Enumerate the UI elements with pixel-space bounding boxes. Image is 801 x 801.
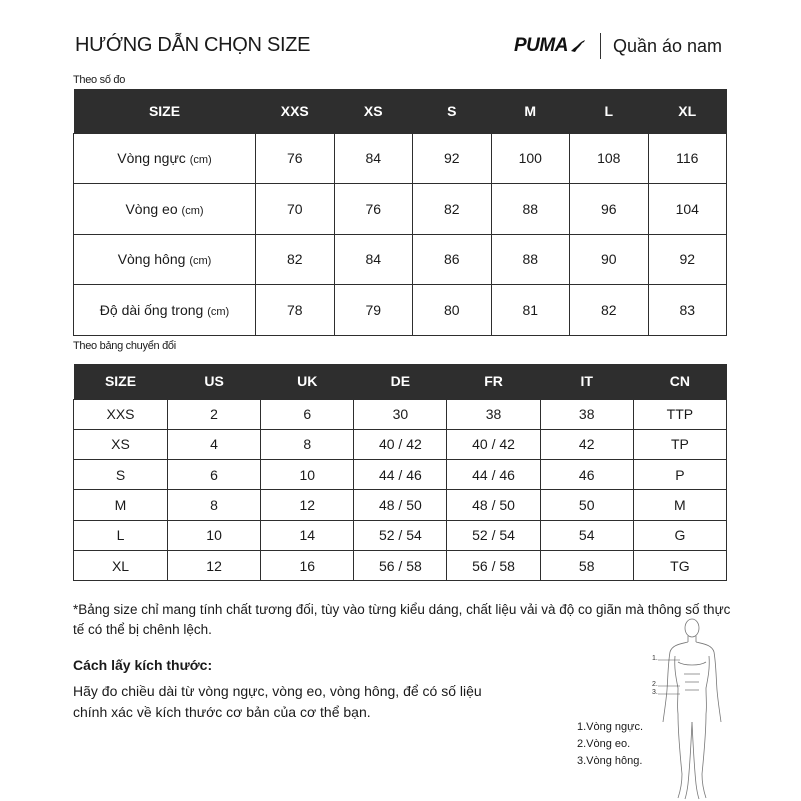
table-cell: 12 xyxy=(261,490,354,520)
table-cell: 38 xyxy=(447,399,540,429)
table-cell: 10 xyxy=(168,520,261,550)
table-cell: M xyxy=(74,490,168,520)
table-row xyxy=(74,184,727,235)
table-cell: XS xyxy=(74,429,168,459)
brand-divider xyxy=(600,33,601,59)
measurement-header-row xyxy=(74,89,727,133)
chest-marker: 1. xyxy=(652,655,658,662)
table-cell: M xyxy=(633,490,726,520)
column-header: SIZE xyxy=(74,364,168,399)
table-cell: 100 xyxy=(491,133,570,184)
conversion-header-row xyxy=(74,364,727,399)
table-row xyxy=(74,490,727,520)
puma-cat-icon xyxy=(570,39,586,53)
table-cell: 8 xyxy=(261,429,354,459)
table-cell: 10 xyxy=(261,460,354,490)
table-cell: 48 / 50 xyxy=(447,490,540,520)
table-cell: 54 xyxy=(540,520,633,550)
table-cell: 108 xyxy=(570,133,649,184)
table-cell: 52 / 54 xyxy=(447,520,540,550)
table-cell: XXS xyxy=(74,399,168,429)
row-label: Vòng ngực (cm) xyxy=(74,133,256,184)
waist-marker: 2. xyxy=(652,681,658,688)
table-cell: 40 / 42 xyxy=(447,429,540,459)
table-cell: 30 xyxy=(354,399,447,429)
table-row xyxy=(74,234,727,285)
table-cell: 78 xyxy=(256,285,335,336)
table-cell: 80 xyxy=(413,285,492,336)
table-cell: 116 xyxy=(648,133,727,184)
table-cell: S xyxy=(74,460,168,490)
puma-logo xyxy=(514,35,586,57)
table-cell: 14 xyxy=(261,520,354,550)
body-outline-icon xyxy=(640,614,750,800)
legend-item: 3.Vòng hông. xyxy=(577,755,643,767)
measurement-section-label: Theo số đo xyxy=(73,74,126,86)
table-cell: TTP xyxy=(633,399,726,429)
howto-title: Cách lấy kích thước: xyxy=(73,657,213,673)
table-cell: 12 xyxy=(168,550,261,580)
column-header: FR xyxy=(447,364,540,399)
table-cell: 92 xyxy=(413,133,492,184)
table-cell: 6 xyxy=(261,399,354,429)
table-row xyxy=(74,460,727,490)
figure-legend xyxy=(577,719,643,770)
table-cell: G xyxy=(633,520,726,550)
table-cell: 88 xyxy=(491,234,570,285)
table-cell: 82 xyxy=(256,234,335,285)
row-label: Độ dài ống trong (cm) xyxy=(74,285,256,336)
column-header: CN xyxy=(633,364,726,399)
table-cell: 82 xyxy=(570,285,649,336)
measurement-table xyxy=(73,89,727,336)
column-header: XL xyxy=(648,89,727,133)
conversion-table xyxy=(73,364,727,581)
table-cell: 70 xyxy=(256,184,335,235)
column-header: XXS xyxy=(256,89,335,133)
table-cell: 42 xyxy=(540,429,633,459)
column-header: SIZE xyxy=(74,89,256,133)
disclaimer-note: *Bảng size chỉ mang tính chất tương đối, tùy vào từng kiểu dáng, chất liệu vải và độ co giãn mà thông số thực tế có thể bị chênh lệch. xyxy=(73,602,731,637)
table-cell: 84 xyxy=(334,133,413,184)
table-cell: 83 xyxy=(648,285,727,336)
table-cell: 50 xyxy=(540,490,633,520)
column-header: L xyxy=(570,89,649,133)
table-cell: TP xyxy=(633,429,726,459)
brand-name: PUMA xyxy=(514,35,568,56)
table-cell: 52 / 54 xyxy=(354,520,447,550)
table-cell: 58 xyxy=(540,550,633,580)
table-cell: 84 xyxy=(334,234,413,285)
column-header: XS xyxy=(334,89,413,133)
table-cell: 44 / 46 xyxy=(447,460,540,490)
table-cell: 56 / 58 xyxy=(354,550,447,580)
table-cell: 90 xyxy=(570,234,649,285)
table-cell: XL xyxy=(74,550,168,580)
table-cell: 82 xyxy=(413,184,492,235)
row-label: Vòng eo (cm) xyxy=(74,184,256,235)
column-header: UK xyxy=(261,364,354,399)
column-header: M xyxy=(491,89,570,133)
row-label: Vòng hông (cm) xyxy=(74,234,256,285)
table-cell: 76 xyxy=(256,133,335,184)
table-row xyxy=(74,285,727,336)
table-cell: P xyxy=(633,460,726,490)
legend-item: 2.Vòng eo. xyxy=(577,738,631,750)
table-row xyxy=(74,550,727,580)
legend-item: 1.Vòng ngực. xyxy=(577,721,644,733)
column-header: S xyxy=(413,89,492,133)
table-row xyxy=(74,133,727,184)
conversion-section-label: Theo bảng chuyển đổi xyxy=(73,340,176,352)
table-cell: 2 xyxy=(168,399,261,429)
table-cell: 16 xyxy=(261,550,354,580)
table-cell: TG xyxy=(633,550,726,580)
table-cell: 92 xyxy=(648,234,727,285)
table-cell: 88 xyxy=(491,184,570,235)
page-title: HƯỚNG DẪN CHỌN SIZE xyxy=(75,34,311,56)
table-cell: 86 xyxy=(413,234,492,285)
table-cell: 104 xyxy=(648,184,727,235)
table-cell: 79 xyxy=(334,285,413,336)
table-cell: 48 / 50 xyxy=(354,490,447,520)
table-cell: 40 / 42 xyxy=(354,429,447,459)
table-cell: 38 xyxy=(540,399,633,429)
table-cell: 4 xyxy=(168,429,261,459)
table-cell: 76 xyxy=(334,184,413,235)
table-cell: 81 xyxy=(491,285,570,336)
table-row xyxy=(74,399,727,429)
column-header: IT xyxy=(540,364,633,399)
table-row xyxy=(74,429,727,459)
table-cell: 44 / 46 xyxy=(354,460,447,490)
category-label: Quần áo nam xyxy=(612,35,723,56)
body-figure xyxy=(640,614,750,800)
table-cell: 96 xyxy=(570,184,649,235)
table-cell: 56 / 58 xyxy=(447,550,540,580)
column-header: DE xyxy=(354,364,447,399)
table-cell: 46 xyxy=(540,460,633,490)
howto-body: Hãy đo chiều dài từ vòng ngực, vòng eo, vòng hông, để có số liệu chính xác về kích thước cơ bản của cơ thể bạn. xyxy=(73,683,482,720)
table-cell: L xyxy=(74,520,168,550)
table-row xyxy=(74,520,727,550)
table-cell: 8 xyxy=(168,490,261,520)
hip-marker: 3. xyxy=(652,689,658,696)
brand-header xyxy=(514,30,722,62)
table-cell: 6 xyxy=(168,460,261,490)
column-header: US xyxy=(168,364,261,399)
